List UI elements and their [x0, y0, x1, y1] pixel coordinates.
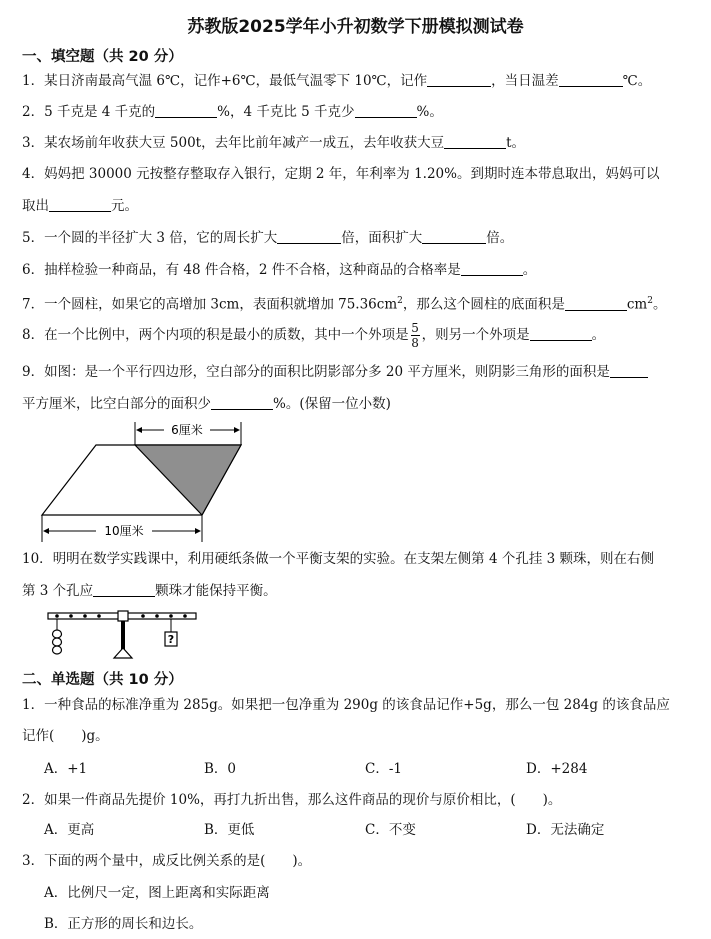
choice-question-1: 1．一种食品的标准净重为 285g。如果把一包净重为 290g 的该食品记作+5g，那么一包 284g 的该食品应 [22, 697, 670, 713]
page-title: 苏教版2025学年小升初数学下册模拟测试卷 [187, 17, 524, 37]
answer-blank[interactable] [461, 262, 523, 276]
answer-blank[interactable] [211, 396, 273, 410]
answer-blank[interactable] [355, 104, 417, 118]
option-c[interactable]: C．不变 [365, 822, 416, 838]
question-7: 7．一个圆柱，如果它的高增加 3cm，表面积就增加 $75.36cm^2$，那么这个圆柱的底面积是 $cm^2$。 [22, 296, 667, 313]
top-dimension-label: 6厘米 [171, 423, 203, 437]
question-4: 4．妈妈把 30000 元按整存整取存入银行，定期 2 年，年利率为 1.20%。到期时连本带息取出，妈妈可以 [22, 166, 660, 182]
bead [53, 646, 62, 654]
question-5: 5．一个圆的半径扩大 3 倍，它的周长扩大 倍，面积扩大 倍。 [22, 230, 514, 246]
answer-blank[interactable] [559, 73, 623, 87]
question-10: 10．明明在数学实践课中，利用硬纸条做一个平衡支架的实验。在支架左侧第 4 个孔挂 3 颗珠，则在右侧 [22, 551, 655, 567]
option-c[interactable]: C．-1 [365, 761, 402, 777]
balance-figure [44, 608, 204, 664]
question-10-cont: 第 3 个孔应 颗珠才能保持平衡。 [22, 583, 277, 599]
parallelogram-figure [36, 418, 252, 544]
question-9: 9．如图：是一个平行四边形，空白部分的面积比阴影部分多 20 平方厘米，则阴影三角形的面积是 [22, 363, 648, 381]
option-a[interactable]: A．+1 [44, 761, 88, 777]
question-6: 6．抽样检验一种商品，有 48 件合格，2 件不合格，这种商品的合格率是 。 [22, 262, 537, 278]
option-b[interactable]: B．正方形的周长和边长。 [44, 916, 203, 932]
answer-blank[interactable] [422, 230, 486, 244]
question-1: 1．某日济南最高气温 6℃，记作+6℃，最低气温零下 10℃，记作 ，当日温差 ℃。 [22, 73, 652, 89]
question-9-cont: 平方厘米，比空白部分的面积少 %。(保留一位小数) [22, 396, 391, 412]
answer-blank[interactable] [444, 135, 506, 149]
section-heading-single-choice: 二、单选题（共 10 分） [22, 672, 183, 688]
answer-blank[interactable] [155, 104, 217, 118]
answer-blank[interactable] [565, 297, 627, 311]
option-d[interactable]: D．+284 [526, 761, 588, 777]
answer-blank[interactable] [610, 364, 648, 378]
answer-blank[interactable] [277, 230, 341, 244]
answer-blank[interactable] [93, 583, 155, 597]
bottom-dimension-label: 10厘米 [104, 524, 144, 538]
question-4-cont: 取出 元。 [22, 198, 138, 214]
section-heading-fill-in: 一、填空题（共 20 分） [22, 49, 183, 65]
option-d[interactable]: D．无法确定 [526, 822, 605, 838]
answer-blank[interactable] [530, 327, 592, 341]
answer-blank[interactable] [49, 198, 111, 212]
option-b[interactable]: B．0 [204, 761, 237, 777]
option-a[interactable]: A．比例尺一定，图上距离和实际距离 [44, 885, 270, 901]
balance-stand [114, 648, 132, 658]
option-a[interactable]: A．更高 [44, 822, 95, 838]
question-2: 2．5 千克是 4 千克的 %，4 千克比 5 千克少 %。 [22, 104, 443, 120]
choice-question-2: 2．如果一件商品先提价 10%，再打九折出售，那么这件商品的现价与原价相比，( )。 [22, 792, 562, 808]
bead [53, 638, 62, 646]
option-b[interactable]: B．更低 [204, 822, 255, 838]
choice-question-1-cont: 记作( )g。 [22, 728, 109, 744]
answer-blank[interactable] [427, 73, 491, 87]
question-3: 3．某农场前年收获大豆 500t，去年比前年减产一成五，去年收获大豆 t。 [22, 135, 526, 151]
choice-question-3: 3．下面的两个量中，成反比例关系的是( )。 [22, 853, 312, 869]
fraction: $\frac{5}{8}$ [411, 321, 419, 350]
bead [53, 630, 62, 638]
question-8: 8．在一个比例中，两个内项的积是最小的质数，其中一个外项是 $\frac{5}{8}$ ，则另一个外项是 。 [22, 321, 606, 350]
svg-text:?: ? [167, 633, 175, 646]
